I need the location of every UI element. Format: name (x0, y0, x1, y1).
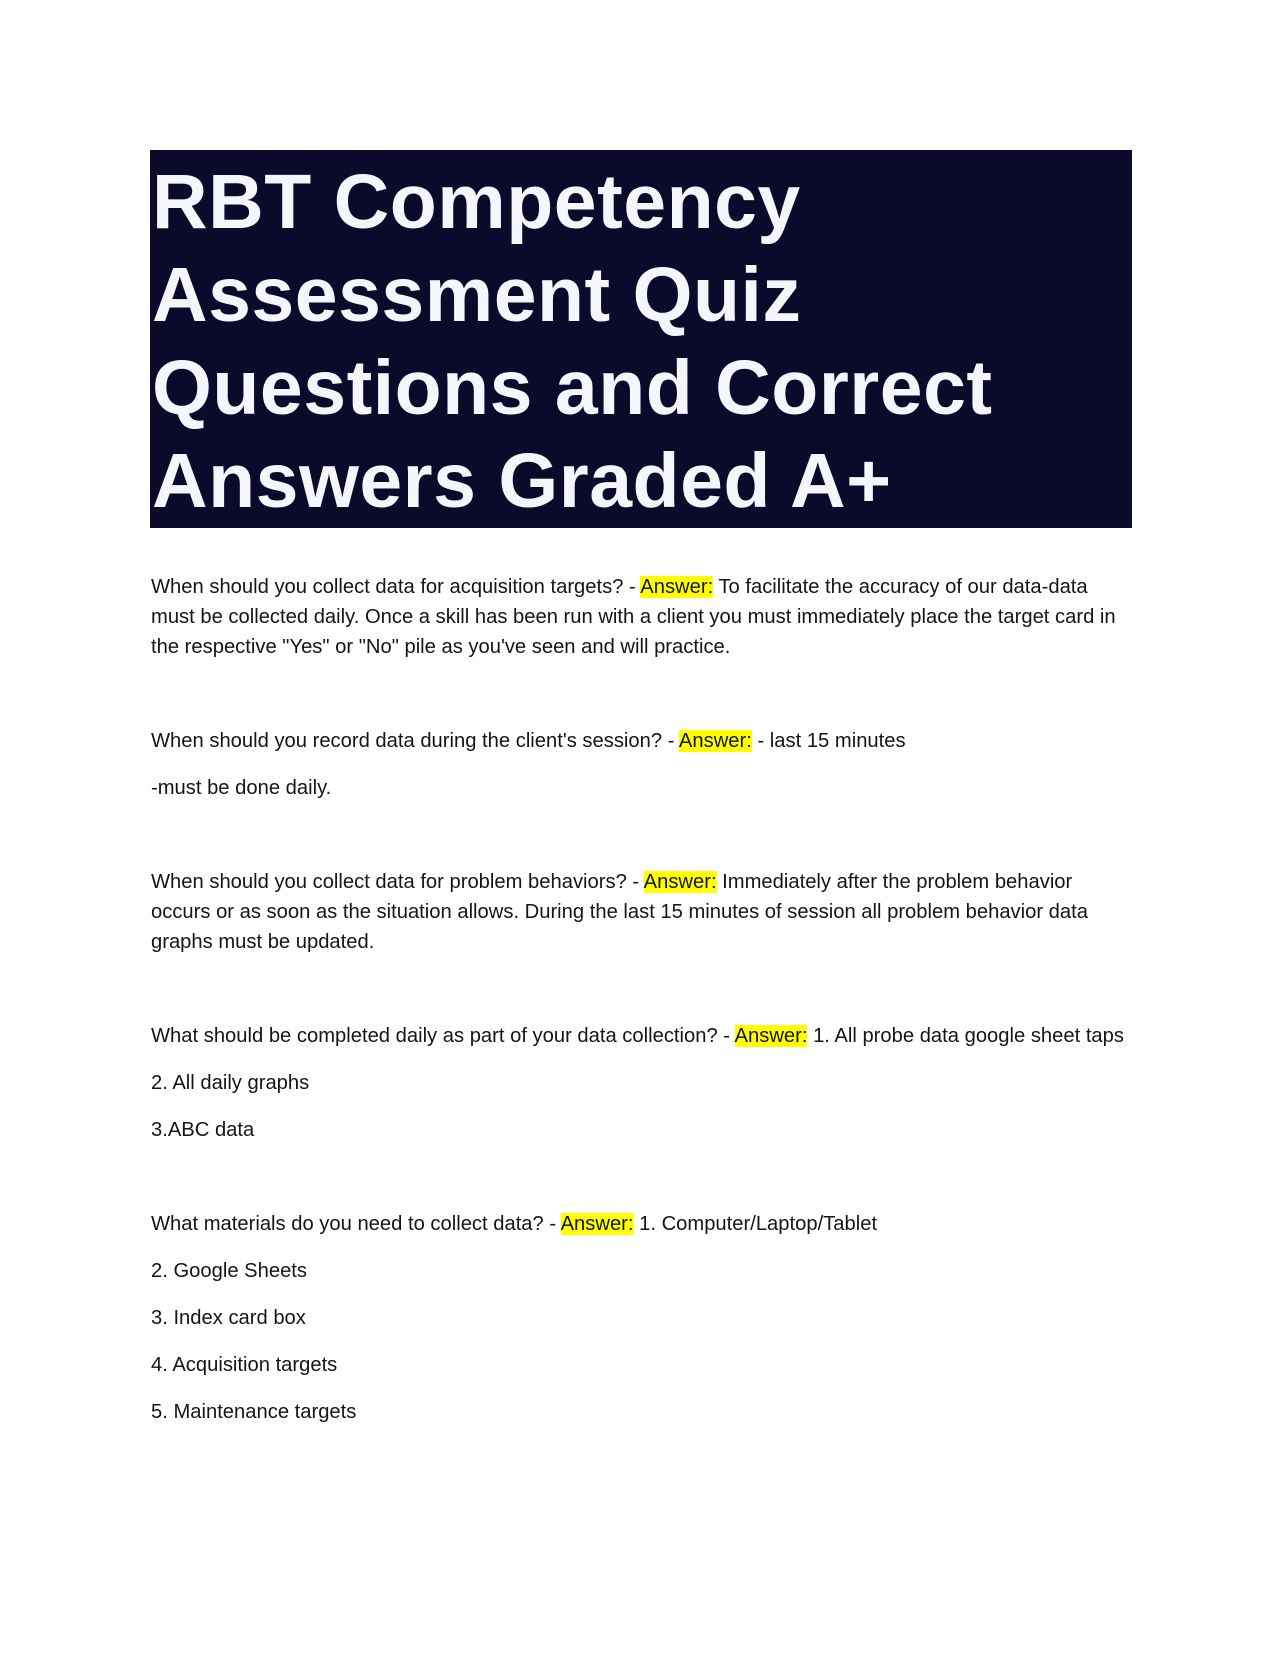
title-line: RBT Competency (152, 159, 801, 245)
qa-item (151, 1021, 1136, 1145)
title-line: Assessment Quiz (152, 252, 802, 338)
title-line: Questions and Correct (152, 345, 993, 431)
qa-content (151, 572, 1136, 1427)
answer-line: 2. Google Sheets (151, 1260, 307, 1282)
question-text: What should be completed daily as part of your data collection? - (151, 1025, 735, 1047)
answer-text: - last 15 minutes (751, 730, 906, 752)
answer-line: 5. Maintenance targets (151, 1401, 357, 1423)
answer-line: -must be done daily. (151, 777, 332, 799)
title-banner (150, 150, 1132, 528)
answer-label-highlight: Answer: (678, 730, 752, 752)
qa-paragraph (151, 1021, 1136, 1051)
answer-line: 3.ABC data (151, 1119, 255, 1141)
document-title (150, 150, 1132, 528)
answer-text: 1. All probe data google sheet taps (807, 1025, 1124, 1047)
qa-paragraph (151, 726, 1136, 756)
qa-paragraph (151, 867, 1136, 957)
answer-text: 1. Computer/Laptop/Tablet (633, 1213, 878, 1235)
question-text: When should you collect data for problem behaviors? - (151, 871, 644, 893)
answer-label-highlight: Answer: (640, 576, 714, 598)
answer-line: 4. Acquisition targets (151, 1354, 338, 1376)
answer-label-highlight: Answer: (734, 1025, 808, 1047)
question-text: When should you record data during the client's session? - (151, 730, 679, 752)
qa-item (151, 572, 1136, 662)
title-line: Answers Graded A+ (152, 438, 892, 524)
answer-text: To facilitate the accuracy of our data-data must be collected daily. Once a skill has been run with a client you must immediately place the target card in the respective "Yes" or "No" pile as you've seen and will practice. (151, 576, 1116, 658)
answer-text: Immediately after the problem behavior occurs or as soon as the situation allows. During the last 15 minutes of session all problem behavior data graphs must be updated. (151, 871, 1088, 953)
question-text: What materials do you need to collect data? - (151, 1213, 561, 1235)
answer-line: 2. All daily graphs (151, 1072, 310, 1094)
qa-item (151, 867, 1136, 957)
answer-label-highlight: Answer: (560, 1213, 634, 1235)
qa-paragraph (151, 1209, 1136, 1239)
qa-paragraph (151, 572, 1136, 662)
question-text: When should you collect data for acquisition targets? - (151, 576, 641, 598)
answer-line: 3. Index card box (151, 1307, 306, 1329)
answer-label-highlight: Answer: (643, 871, 717, 893)
qa-item (151, 1209, 1136, 1427)
qa-item (151, 726, 1136, 803)
